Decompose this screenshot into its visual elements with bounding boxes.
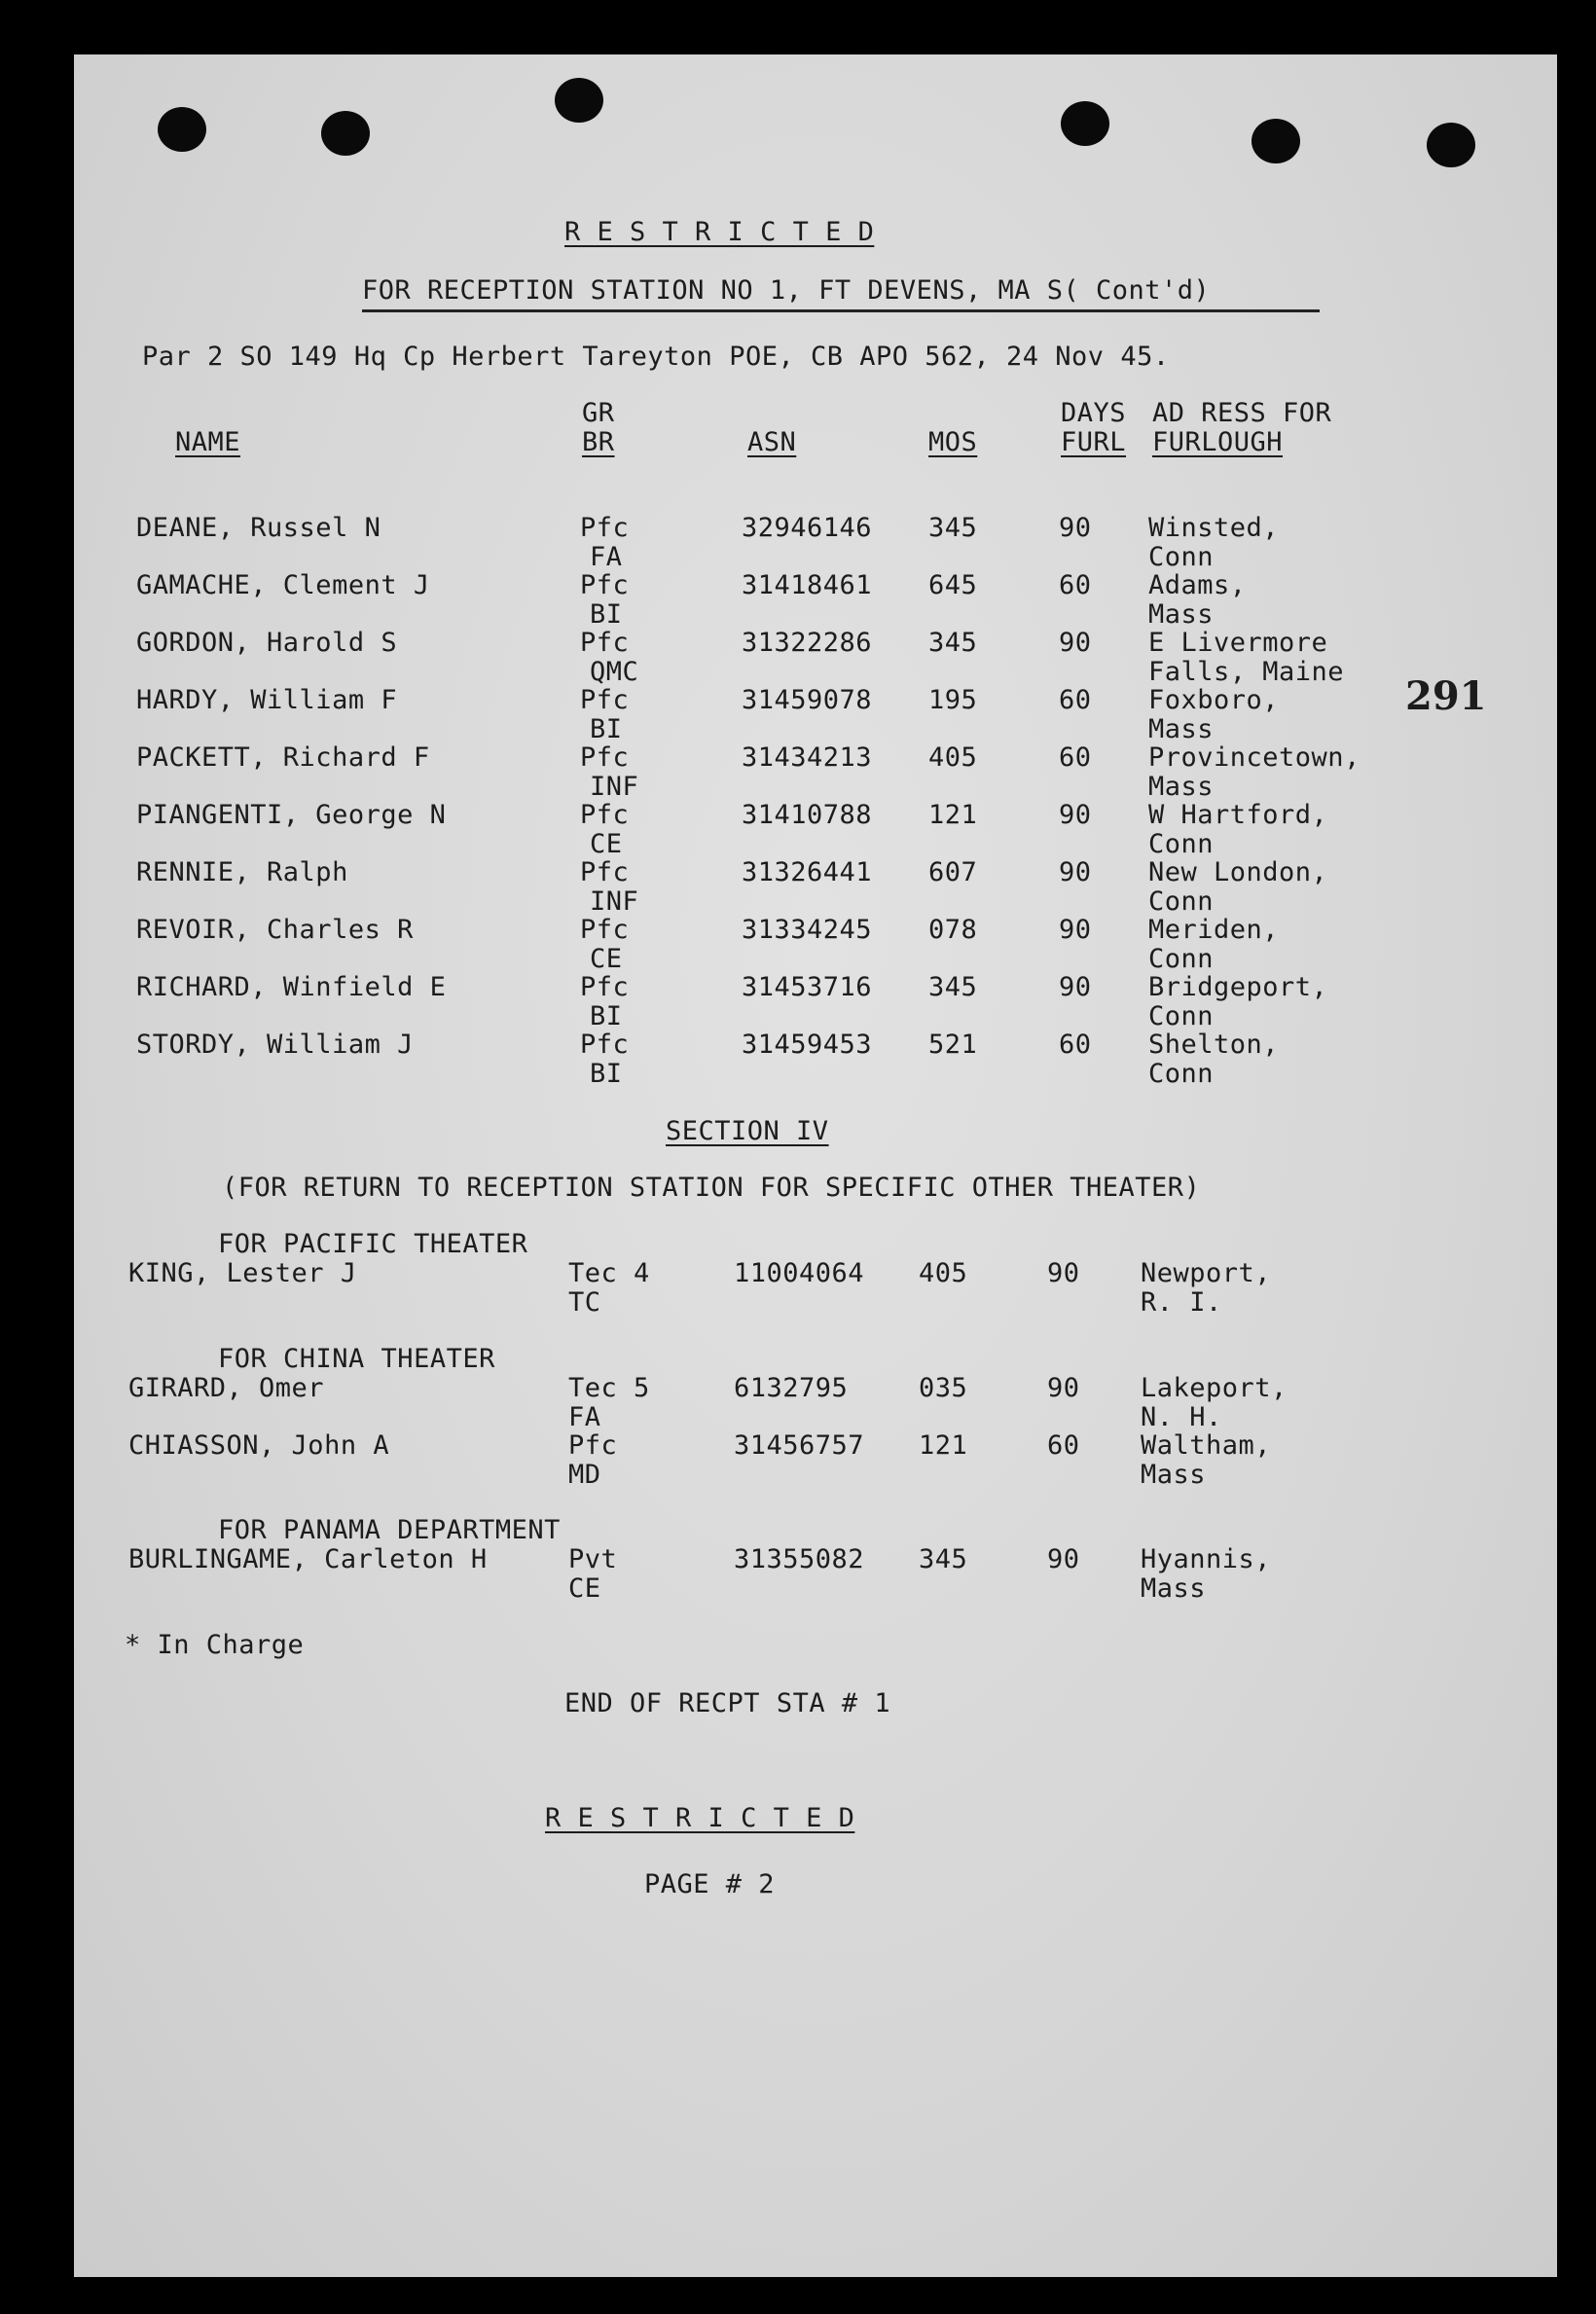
roster-days: 90 (1047, 1544, 1080, 1574)
roster-branch: FA (568, 1402, 601, 1432)
roster-mos: 121 (928, 800, 978, 830)
roster-grade: Pfc (580, 800, 630, 830)
roster-address-line2: Falls, Maine (1148, 657, 1345, 687)
roster-grade: Pfc (580, 857, 630, 887)
restricted-heading: R E S T R I C T E D (564, 217, 875, 247)
roster-asn: 11004064 (734, 1258, 865, 1288)
roster-days: 90 (1059, 513, 1092, 543)
roster-mos: 035 (919, 1373, 968, 1403)
roster-days: 90 (1059, 628, 1092, 658)
roster-asn: 31453716 (742, 972, 873, 1002)
roster-name: PIANGENTI, George N (136, 800, 447, 830)
roster-mos: 645 (928, 570, 978, 600)
roster-name: PACKETT, Richard F (136, 742, 430, 773)
theater-heading: FOR CHINA THEATER (218, 1344, 495, 1374)
roster-address-line2: Conn (1148, 829, 1215, 859)
roster-asn: 31459453 (742, 1030, 873, 1060)
roster-mos: 405 (919, 1258, 968, 1288)
roster-mos: 345 (919, 1544, 968, 1574)
roster-name: DEANE, Russel N (136, 513, 381, 543)
roster-name: BURLINGAME, Carleton H (128, 1544, 488, 1574)
roster-name: GIRARD, Omer (128, 1373, 325, 1403)
col-grade-top: GR (582, 398, 615, 428)
punch-hole (321, 111, 370, 156)
roster-days: 60 (1059, 685, 1092, 715)
roster-asn: 31355082 (734, 1544, 865, 1574)
station-heading: FOR RECEPTION STATION NO 1, FT DEVENS, MA S( Cont'd) (362, 275, 1211, 306)
roster-address-line1: Meriden, (1148, 915, 1280, 945)
col-days-top: DAYS (1061, 398, 1127, 428)
roster-grade: Pfc (580, 513, 630, 543)
roster-grade: Pfc (568, 1430, 618, 1461)
roster-address-line2: Mass (1141, 1460, 1207, 1490)
roster-branch: CE (568, 1573, 601, 1604)
roster-grade: Pvt (568, 1544, 618, 1574)
section-subtitle: (FOR RETURN TO RECEPTION STATION FOR SPECIFIC OTHER THEATER) (222, 1173, 1201, 1203)
roster-branch: BI (590, 1059, 623, 1089)
roster-asn: 31322286 (742, 628, 873, 658)
roster-address-line1: W Hartford, (1148, 800, 1328, 830)
roster-address-line1: Bridgeport, (1148, 972, 1328, 1002)
roster-branch: CE (590, 944, 623, 974)
roster-address-line2: Mass (1148, 714, 1215, 744)
document-page (74, 54, 1557, 2277)
restricted-footer: R E S T R I C T E D (545, 1803, 855, 1833)
roster-name: STORDY, William J (136, 1030, 414, 1060)
roster-asn: 32946146 (742, 513, 873, 543)
roster-mos: 078 (928, 915, 978, 945)
roster-address-line1: Hyannis, (1141, 1544, 1272, 1574)
roster-name: HARDY, William F (136, 685, 398, 715)
roster-days: 60 (1059, 570, 1092, 600)
roster-asn: 31434213 (742, 742, 873, 773)
roster-name: GAMACHE, Clement J (136, 570, 430, 600)
roster-address-line2: Mass (1148, 599, 1215, 630)
roster-days: 60 (1059, 1030, 1092, 1060)
roster-days: 60 (1059, 742, 1092, 773)
punch-hole (555, 78, 603, 123)
punch-hole (158, 107, 206, 152)
roster-grade: Pfc (580, 915, 630, 945)
roster-days: 90 (1047, 1373, 1080, 1403)
roster-address-line1: Adams, (1148, 570, 1247, 600)
roster-days: 90 (1059, 915, 1092, 945)
roster-grade: Pfc (580, 972, 630, 1002)
roster-address-line1: E Livermore (1148, 628, 1328, 658)
roster-address-line2: R. I. (1141, 1287, 1222, 1318)
roster-name: GORDON, Harold S (136, 628, 398, 658)
roster-grade: Pfc (580, 570, 630, 600)
roster-asn: 31418461 (742, 570, 873, 600)
roster-grade: Pfc (580, 742, 630, 773)
col-address-top: AD RESS FOR (1152, 398, 1332, 428)
roster-mos: 121 (919, 1430, 968, 1461)
roster-address-line1: New London, (1148, 857, 1328, 887)
roster-address-line2: Conn (1148, 1059, 1215, 1089)
roster-grade: Pfc (580, 628, 630, 658)
roster-days: 60 (1047, 1430, 1080, 1461)
col-address-bottom: FURLOUGH (1152, 427, 1284, 457)
page-number: PAGE # 2 (644, 1869, 776, 1899)
roster-name: RENNIE, Ralph (136, 857, 348, 887)
page-stamp: 291 (1405, 673, 1487, 719)
roster-grade: Tec 4 (568, 1258, 650, 1288)
roster-mos: 607 (928, 857, 978, 887)
roster-asn: 31459078 (742, 685, 873, 715)
punch-hole (1251, 119, 1300, 163)
roster-asn: 31456757 (734, 1430, 865, 1461)
roster-asn: 31410788 (742, 800, 873, 830)
roster-branch: BI (590, 1001, 623, 1031)
roster-asn: 31334245 (742, 915, 873, 945)
roster-mos: 195 (928, 685, 978, 715)
roster-mos: 345 (928, 972, 978, 1002)
punch-hole (1427, 123, 1475, 167)
theater-heading: FOR PACIFIC THEATER (218, 1229, 528, 1259)
col-grade-bottom: BR (582, 427, 615, 457)
roster-address-line2: Mass (1148, 772, 1215, 802)
roster-address-line1: Provincetown, (1148, 742, 1360, 773)
roster-name: CHIASSON, John A (128, 1430, 390, 1461)
roster-days: 90 (1059, 857, 1092, 887)
roster-address-line2: Conn (1148, 944, 1215, 974)
roster-address-line2: Conn (1148, 886, 1215, 917)
roster-address-line2: Mass (1141, 1573, 1207, 1604)
roster-mos: 345 (928, 628, 978, 658)
in-charge-note: * In Charge (125, 1630, 305, 1660)
roster-address-line1: Shelton, (1148, 1030, 1280, 1060)
roster-branch: INF (590, 772, 639, 802)
roster-grade: Pfc (580, 685, 630, 715)
roster-mos: 521 (928, 1030, 978, 1060)
punch-hole (1061, 101, 1109, 146)
roster-days: 90 (1059, 972, 1092, 1002)
roster-asn: 31326441 (742, 857, 873, 887)
col-name: NAME (175, 427, 241, 457)
paragraph-line: Par 2 SO 149 Hq Cp Herbert Tareyton POE, CB APO 562, 24 Nov 45. (142, 342, 1170, 372)
roster-address-line2: N. H. (1141, 1402, 1222, 1432)
roster-address-line1: Newport, (1141, 1258, 1272, 1288)
roster-mos: 405 (928, 742, 978, 773)
roster-days: 90 (1059, 800, 1092, 830)
roster-branch: BI (590, 599, 623, 630)
col-days-bottom: FURL (1061, 427, 1127, 457)
roster-branch: TC (568, 1287, 601, 1318)
station-heading-underline (362, 309, 1320, 312)
roster-days: 90 (1047, 1258, 1080, 1288)
section-title: SECTION IV (666, 1116, 829, 1146)
roster-address-line1: Winsted, (1148, 513, 1280, 543)
col-mos: MOS (928, 427, 978, 457)
roster-asn: 6132795 (734, 1373, 849, 1403)
roster-branch: BI (590, 714, 623, 744)
roster-address-line2: Conn (1148, 542, 1215, 572)
end-of-list: END OF RECPT STA # 1 (564, 1688, 891, 1718)
roster-grade: Pfc (580, 1030, 630, 1060)
roster-name: REVOIR, Charles R (136, 915, 414, 945)
theater-heading: FOR PANAMA DEPARTMENT (218, 1515, 561, 1545)
roster-name: RICHARD, Winfield E (136, 972, 447, 1002)
roster-address-line2: Conn (1148, 1001, 1215, 1031)
roster-branch: MD (568, 1460, 601, 1490)
roster-address-line1: Waltham, (1141, 1430, 1272, 1461)
roster-branch: CE (590, 829, 623, 859)
roster-branch: INF (590, 886, 639, 917)
col-asn: ASN (747, 427, 797, 457)
roster-address-line1: Lakeport, (1141, 1373, 1288, 1403)
roster-grade: Tec 5 (568, 1373, 650, 1403)
roster-mos: 345 (928, 513, 978, 543)
roster-name: KING, Lester J (128, 1258, 357, 1288)
roster-branch: QMC (590, 657, 639, 687)
roster-branch: FA (590, 542, 623, 572)
roster-address-line1: Foxboro, (1148, 685, 1280, 715)
